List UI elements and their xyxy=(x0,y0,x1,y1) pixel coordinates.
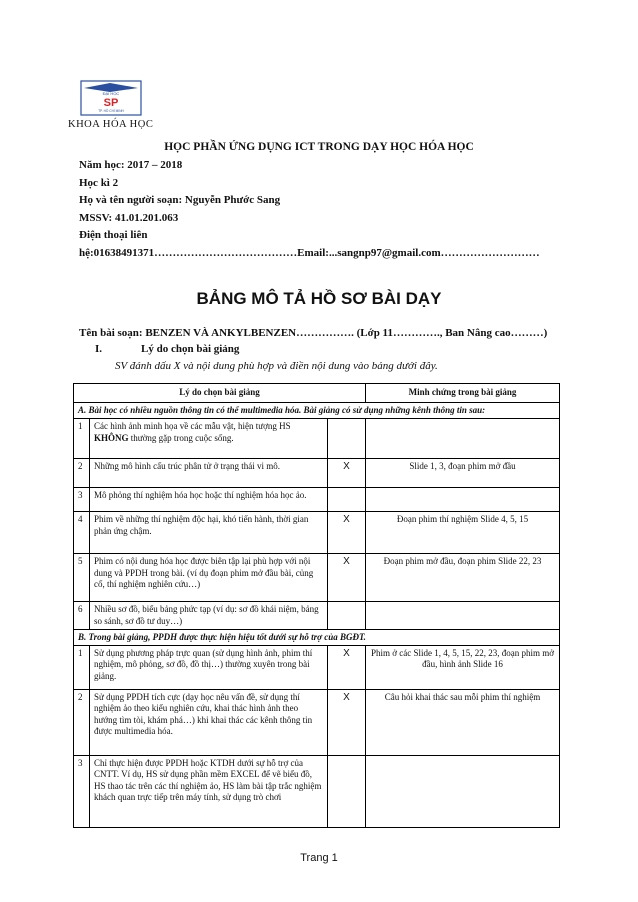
table-row xyxy=(74,690,560,756)
row-checkmark xyxy=(328,756,366,828)
reason-text: Sử dụng PPDH tích cực (dạy học nêu vấn đề, sử dụng thí nghiệm ảo theo kiểu nghiên cứu, khai thác hình ảnh theo hướng tìm tòi, khám phá…) khi khai thác các kênh thông tin được multimedia hóa. xyxy=(94,692,313,737)
info-semester: Học kì 2 xyxy=(79,176,119,189)
author-info xyxy=(79,157,540,263)
group-a-row xyxy=(74,403,560,419)
logo-text-bottom: TP. HỒ CHÍ MINH xyxy=(98,109,124,113)
row-evidence: Phim ở các Slide 1, 4, 5, 15, 22, 23, đoạn phim mở đầu, hình ảnh Slide 16 xyxy=(366,646,560,690)
row-evidence: Đoạn phim mở đầu, đoạn phim Slide 22, 23 xyxy=(366,554,560,602)
row-reason xyxy=(90,554,328,602)
document-title: BẢNG MÔ TẢ HỒ SƠ BÀI DẠY xyxy=(196,289,442,308)
row-checkmark: X xyxy=(328,646,366,690)
table-row xyxy=(74,554,560,602)
reason-text: Chỉ thực hiện được PPDH hoặc KTDH dưới sự hỗ trợ của CNTT. Ví dụ, HS sử dụng phần mềm EXCEL để vẽ biểu đồ, HS thao tác trên các thí nghiệm ảo, HS làm bài tập trắc nghiệm khách quan trực tiếp trên máy tính, sử dụng trò chơi xyxy=(94,758,322,803)
instruction-text: SV đánh dấu X và nội dung phù hợp và điền nội dung vào bảng dưới đây. xyxy=(115,360,438,372)
row-evidence xyxy=(366,756,560,828)
row-reason xyxy=(90,646,328,690)
table-row xyxy=(74,512,560,554)
reason-text-end: thường gặp trong cuộc sống. xyxy=(128,432,234,443)
row-number: 2 xyxy=(74,459,90,488)
reason-text: Phim có nội dung hóa học được biên tập lại phù hợp với nội dung và PPDH trong bài. (ví dụ đoạn phim mở đầu bài, củng cố, thí nghiệm nghiên cứu…) xyxy=(94,556,314,589)
reason-text: Những mô hình cấu trúc phân tử ở trạng thái vi mô. xyxy=(94,461,280,472)
row-number: 2 xyxy=(74,690,90,756)
row-number: 3 xyxy=(74,756,90,828)
row-checkmark xyxy=(328,419,366,459)
row-number: 3 xyxy=(74,488,90,512)
row-evidence: Đoạn phim thí nghiệm Slide 4, 5, 15 xyxy=(366,512,560,554)
row-reason xyxy=(90,690,328,756)
lesson-line: Tên bài soạn: BENZEN VÀ ANKYLBENZEN……………. (Lớp 11…………., Ban Nâng cao………) xyxy=(79,327,548,339)
info-author: Họ và tên người soạn: Nguyễn Phước Sang xyxy=(79,194,281,207)
table-row xyxy=(74,488,560,512)
logo-text-mid: SP xyxy=(103,97,119,109)
table-row xyxy=(74,646,560,690)
section-title: Lý do chọn bài giảng xyxy=(141,343,240,355)
reasons-table xyxy=(73,383,560,828)
reason-emphasis: KHÔNG xyxy=(94,432,129,443)
university-logo xyxy=(80,80,142,116)
table-header-row xyxy=(74,384,560,403)
department-name: KHOA HÓA HỌC xyxy=(68,119,154,130)
row-number: 5 xyxy=(74,554,90,602)
row-checkmark xyxy=(328,602,366,630)
row-checkmark: X xyxy=(328,459,366,488)
reason-text: Sử dụng phương pháp trực quan (sử dụng hình ảnh, phim thí nghiệm, mô phỏng, sơ đồ, đồ thị…) thường xuyên trong bài giảng. xyxy=(94,648,313,681)
row-evidence xyxy=(366,488,560,512)
row-evidence: Câu hỏi khai thác sau mỗi phim thí nghiệm xyxy=(366,690,560,756)
info-school-year: Năm học: 2017 – 2018 xyxy=(79,159,183,171)
row-reason xyxy=(90,459,328,488)
group-a-heading: A. Bài học có nhiều nguồn thông tin có thể multimedia hóa. Bài giảng có sử dụng những kênh thông tin sau: xyxy=(74,403,560,419)
page-number: Trang 1 xyxy=(300,852,338,864)
table-row xyxy=(74,756,560,828)
row-evidence xyxy=(366,602,560,630)
header-evidence: Minh chứng trong bài giảng xyxy=(366,384,560,403)
row-reason xyxy=(90,602,328,630)
row-checkmark: X xyxy=(328,554,366,602)
logo-text-top: ĐẠI HỌC xyxy=(102,91,120,96)
group-b-heading: B. Trong bài giảng, PPDH được thực hiện hiệu tốt dưới sự hỗ trợ của BGĐT. xyxy=(74,629,560,645)
row-number: 6 xyxy=(74,602,90,630)
info-phone-email: hệ:01638491371…………………………………Email:...sangnp97@gmail.com……………………… xyxy=(79,246,540,259)
group-b-row xyxy=(74,629,560,645)
row-reason xyxy=(90,512,328,554)
table-row xyxy=(74,459,560,488)
course-title: HỌC PHẦN ỨNG DỤNG ICT TRONG DẠY HỌC HÓA HỌC xyxy=(164,141,474,153)
row-number: 4 xyxy=(74,512,90,554)
info-student-id: MSSV: 41.01.201.063 xyxy=(79,211,179,224)
table-row xyxy=(74,602,560,630)
row-reason xyxy=(90,419,328,459)
reason-text: Phim về những thí nghiệm độc hại, khó tiến hành, thời gian phản ứng chậm. xyxy=(94,514,309,536)
row-checkmark xyxy=(328,488,366,512)
row-reason xyxy=(90,488,328,512)
section-number: I. xyxy=(95,343,103,355)
row-evidence: Slide 1, 3, đoạn phim mở đầu xyxy=(366,459,560,488)
table-row xyxy=(74,419,560,459)
reason-text: Mô phỏng thí nghiệm hóa học hoặc thí nghiệm hóa học ảo. xyxy=(94,490,307,501)
info-phone-label: Điện thoại liên xyxy=(79,229,148,242)
reason-text: Các hình ảnh minh họa về các mẫu vật, hiện tượng HS xyxy=(94,421,291,432)
row-number: 1 xyxy=(74,419,90,459)
row-evidence xyxy=(366,419,560,459)
row-number: 1 xyxy=(74,646,90,690)
row-reason xyxy=(90,756,328,828)
section-heading xyxy=(95,343,239,355)
reason-text: Nhiều sơ đồ, biểu bảng phức tạp (ví dụ: sơ đồ khái niệm, bảng so sánh, sơ đồ tư duy…) xyxy=(94,604,319,626)
row-checkmark: X xyxy=(328,690,366,756)
header-reason: Lý do chọn bài giảng xyxy=(74,384,366,403)
row-checkmark: X xyxy=(328,512,366,554)
